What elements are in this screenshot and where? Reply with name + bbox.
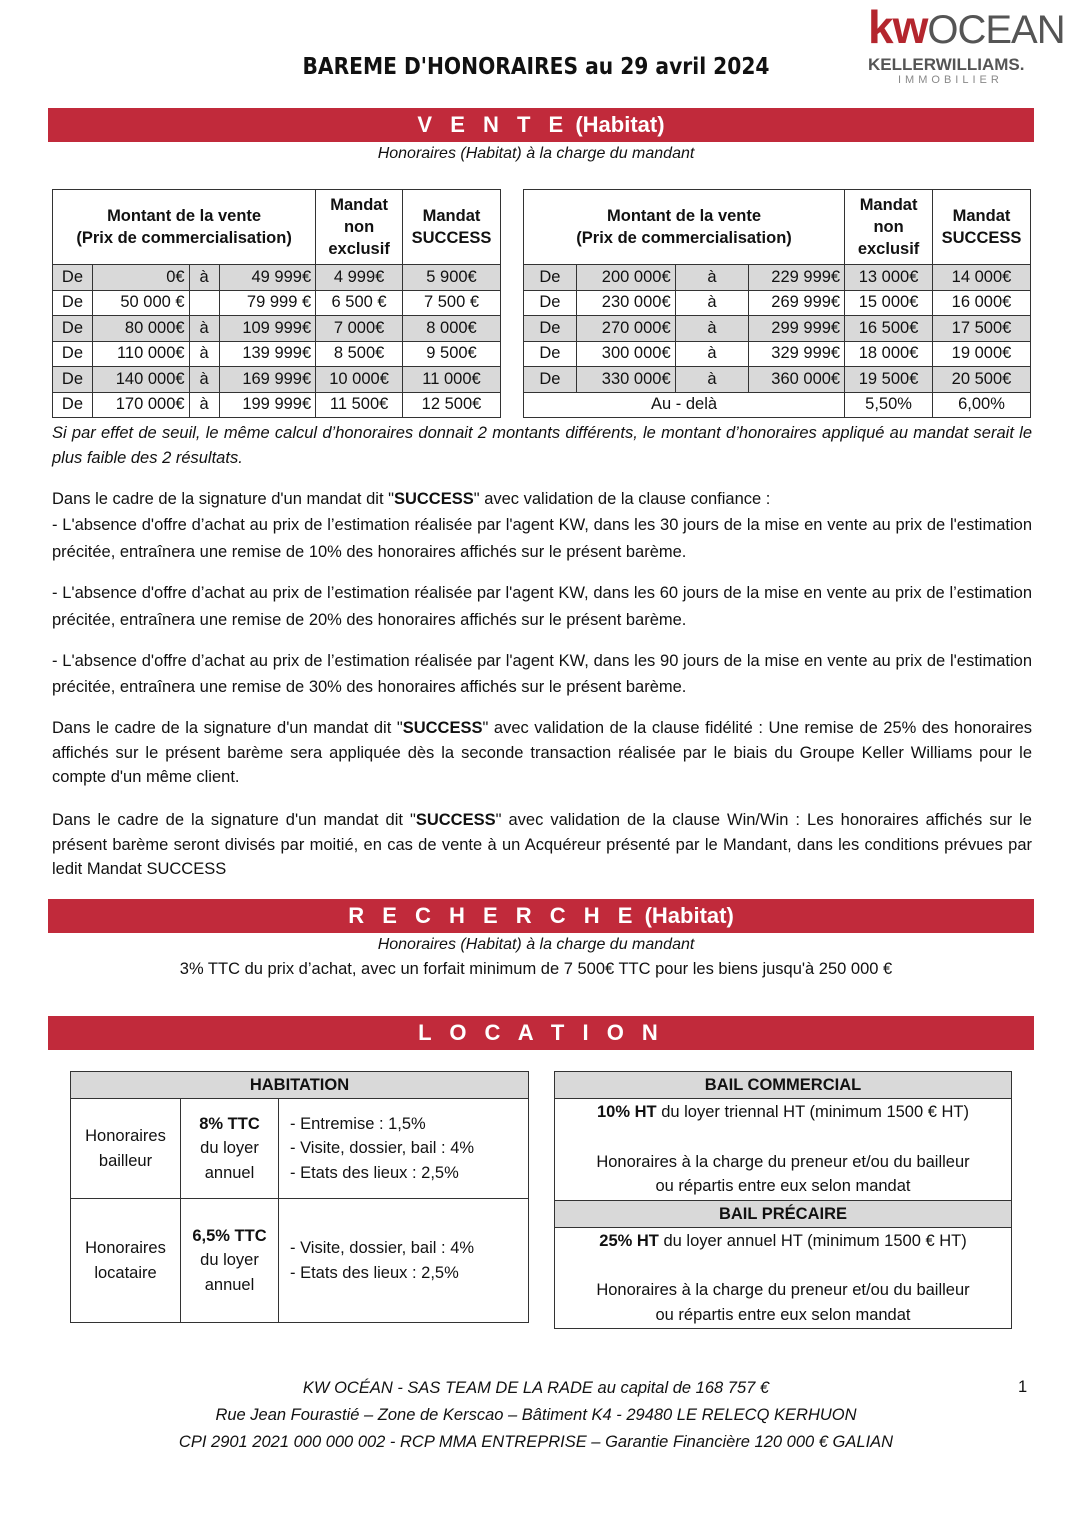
bail-precaire-title: BAIL PRÉCAIRE [555, 1200, 1012, 1227]
logo-immobilier: IMMOBILIER [898, 74, 1003, 86]
recherche-text: 3% TTC du prix d’achat, avec un forfait minimum de 7 500€ TTC pour les biens jusqu'à 250 000 € [179, 960, 893, 978]
winwin-paragraph: Dans le cadre de la signature d'un mandat dit "SUCCESS" avec validation de la clause Win/Win : Les honoraires affichés sur le présent barème seront divisés par moitié, en cas de vente à un Acquéreur présenté par le Mandant, dans les conditions prévues par ledit Mandat SUCCESS [52, 811, 1032, 878]
logo-ocean: OCEAN [927, 8, 1065, 52]
location-band: L O C A T I O N [48, 1016, 1034, 1050]
page-title: BAREME D'HONORAIRES au 29 avril 2024 [302, 54, 770, 80]
vente-subtitle: Honoraires (Habitat) à la charge du mandant [377, 145, 695, 162]
vente-table-header: Montant de la vente (Prix de commercialisation) Mandat non exclusif Mandat SUCCESS [53, 190, 501, 265]
table-row: De 140 000€ à 169 999€ 10 000€ 11 000€ [53, 367, 501, 393]
confiance-30: - L'absence d'offre d’achat au prix de l’estimation réalisée par l'agent KW, dans les 30 jours de la mise en vente au prix de l'estimation précitée, entraînera une remise de 10% des honoraires affichés sur le présent barème. [52, 516, 1032, 561]
bail-commercial-title: BAIL COMMERCIAL [555, 1072, 1012, 1099]
table-row: De 80 000€ à 109 999€ 7 000€ 8 000€ [53, 316, 501, 342]
bail-precaire-body: 25% HT du loyer annuel HT (minimum 1500 € HT) Honoraires à la charge du preneur et/ou du bailleur ou répartis entre eux selon mandat [555, 1227, 1012, 1329]
vente-band: V E N T E (Habitat) [48, 108, 1034, 142]
vente-note: Si par effet de seuil, le même calcul d’honoraires donnait 2 montants différents, le montant d’honoraires appliqué au mandat serait le plus faible des 2 résultats. [52, 424, 1032, 467]
logo-kw: kw [868, 1, 928, 53]
table-row: De 200 000€ à 229 999€ 13 000€ 14 000€ [524, 265, 1031, 291]
table-row: De 50 000 € 79 999 € 6 500 € 7 500 € [53, 290, 501, 316]
table-row: De 110 000€ à 139 999€ 8 500€ 9 500€ [53, 341, 501, 367]
table-row: De 300 000€ à 329 999€ 18 000€ 19 000€ [524, 341, 1031, 367]
bail-table [554, 1071, 1012, 1329]
table-row-beyond: Au - delà 5,50% 6,00% [524, 392, 1031, 418]
locataire-row: Honoraires locataire 6,5% TTC du loyer annuel - Visite, dossier, bail : 4% - Etats des lieux : 2,5% [71, 1199, 529, 1323]
logo-kellerwilliams: KELLERWILLIAMS. [868, 55, 1025, 74]
page-number: 1 [1018, 1378, 1028, 1396]
bail-commercial-body: 10% HT du loyer triennal HT (minimum 1500 € HT) Honoraires à la charge du preneur et/ou du bailleur ou répartis entre eux selon mandat [555, 1099, 1012, 1201]
table-row: De 230 000€ à 269 999€ 15 000€ 16 000€ [524, 290, 1031, 316]
vente-table-left [52, 189, 501, 418]
recherche-band: R E C H E R C H E (Habitat) [48, 899, 1034, 933]
confiance-intro: Dans le cadre de la signature d'un mandat dit "SUCCESS" avec validation de la clause confiance : [52, 490, 771, 508]
footer-address: Rue Jean Fourastié – Zone de Kerscao – Bâtiment K4 - 29480 LE RELECQ KERHUON [215, 1406, 857, 1424]
habitation-table [70, 1071, 529, 1323]
fidelite-paragraph: Dans le cadre de la signature d'un mandat dit "SUCCESS" avec validation de la clause fidélité : Une remise de 25% des honoraires affichés sur le présent barème sera appliquée dès la seconde transaction réalisée par le biais du Groupe Keller Williams pour le compte d'un même client. [52, 719, 1032, 786]
footer-legal: CPI 2901 2021 000 000 002 - RCP MMA ENTREPRISE – Garantie Financière 120 000 € GALIAN [178, 1433, 894, 1451]
confiance-90: - L'absence d'offre d’achat au prix de l’estimation réalisée par l'agent KW, dans les 90 jours de la mise en vente au prix de l'estimation précitée, entraînera une remise de 30% des honoraires affichés sur le présent barème. [52, 652, 1032, 696]
recherche-subtitle: Honoraires (Habitat) à la charge du mandant [377, 936, 695, 953]
bailleur-row: Honoraires bailleur 8% TTC du loyer annuel - Entremise : 1,5% - Visite, dossier, bail : 4% - Etats des lieux : 2,5% [71, 1099, 529, 1199]
table-row: De 330 000€ à 360 000€ 19 500€ 20 500€ [524, 367, 1031, 393]
vente-table-right [523, 189, 1031, 418]
habitation-title: HABITATION [71, 1072, 529, 1099]
table-row: De 170 000€ à 199 999€ 11 500€ 12 500€ [53, 392, 501, 418]
footer-company: KW OCÉAN - SAS TEAM DE LA RADE au capital de 168 757 € [302, 1379, 770, 1397]
vente-table-header: Montant de la vente (Prix de commercialisation) Mandat non exclusif Mandat SUCCESS [524, 190, 1031, 265]
table-row: De 270 000€ à 299 999€ 16 500€ 17 500€ [524, 316, 1031, 342]
table-row: De 0€ à 49 999€ 4 999€ 5 900€ [53, 265, 501, 291]
confiance-60: - L'absence d'offre d’achat au prix de l’estimation réalisée par l'agent KW, dans les 60 jours de la mise en vente au prix de l’estimation précitée, entraînera une remise de 20% des honoraires affichés sur le présent barème. [52, 584, 1032, 629]
